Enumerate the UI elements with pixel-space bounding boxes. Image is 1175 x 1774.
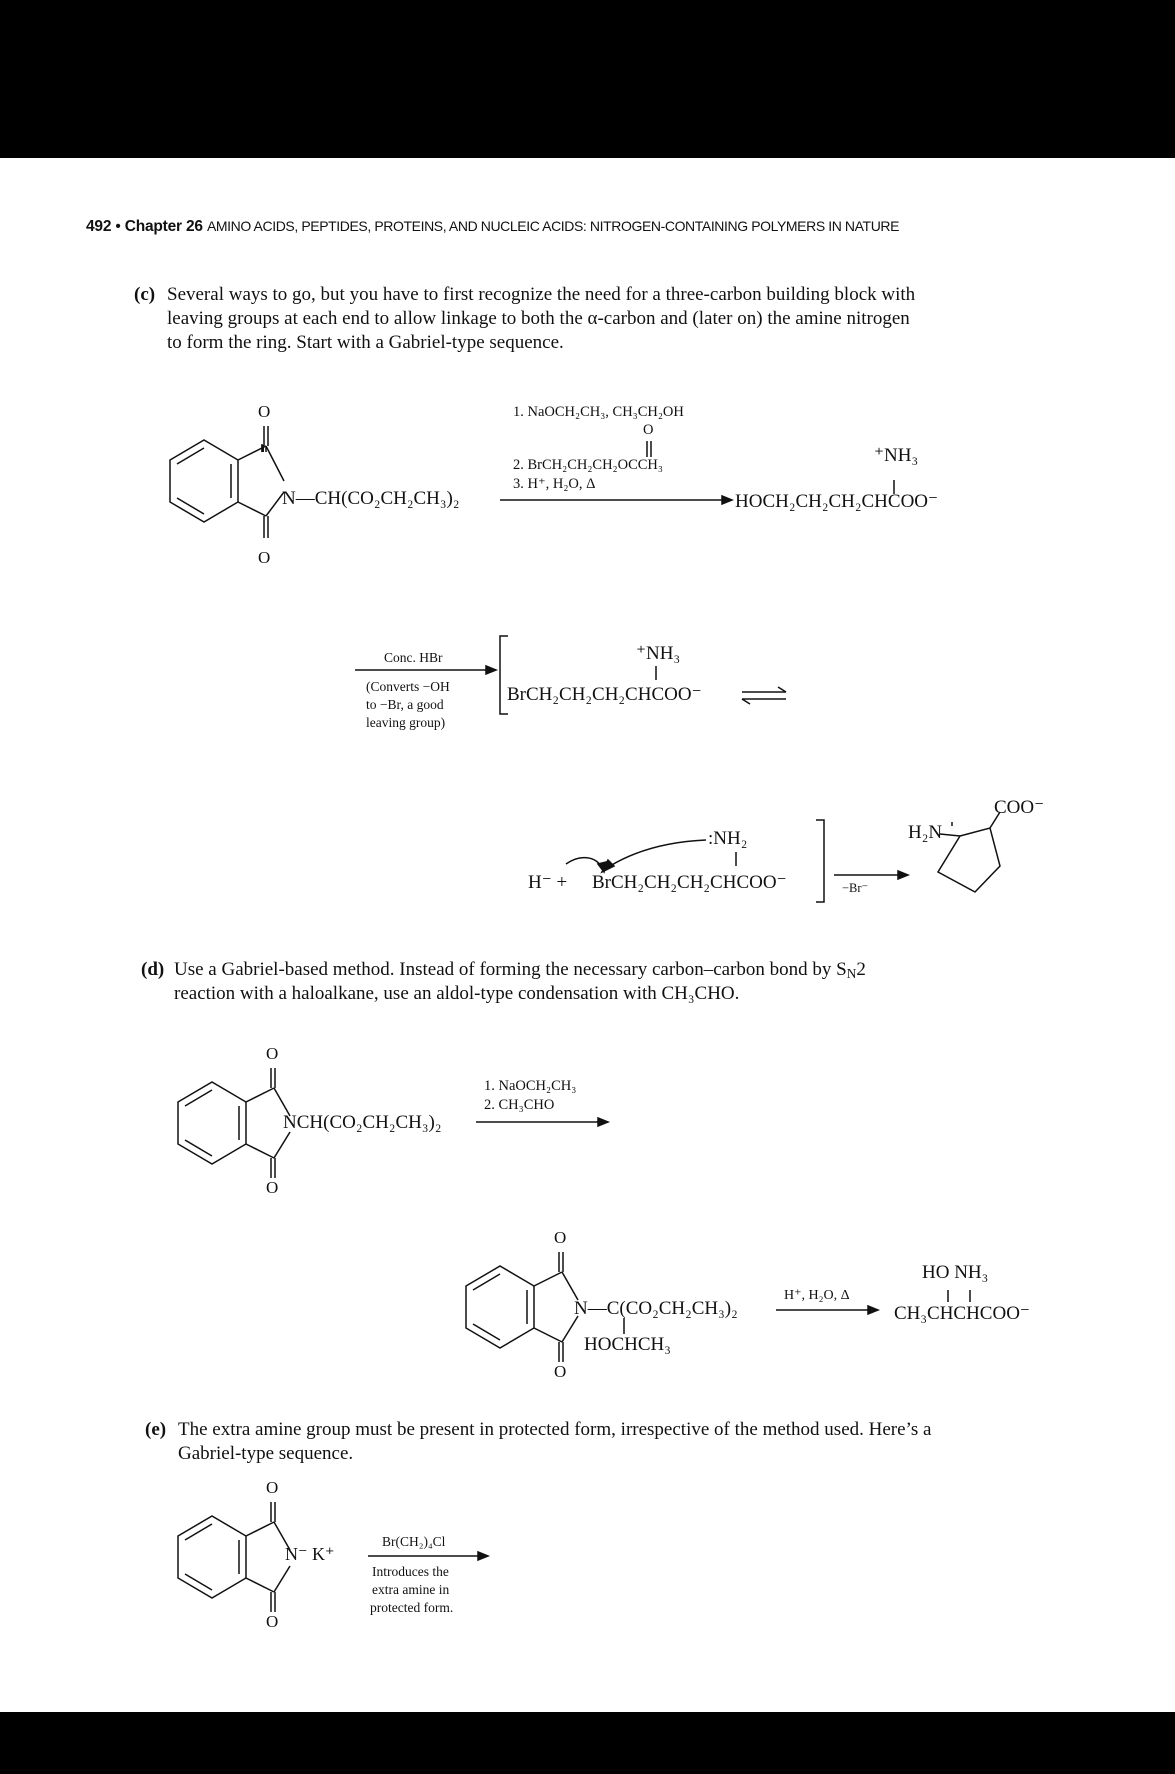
part-d-line-2: reaction with a haloalkane, use an aldol-type condensation with CH₃CHO. — [174, 983, 740, 1004]
ring-e-top-o: O — [266, 1478, 279, 1497]
part-e-line-2: Gabriel-type sequence. — [178, 1443, 354, 1464]
hydride-plus: H⁻ + — [528, 872, 568, 893]
part-d-text — [141, 958, 1054, 1006]
part-c-line-3: to form the ring. Start with a Gabriel-type sequence. — [167, 332, 564, 353]
amine-nh2: :NH₂ — [708, 828, 748, 849]
phthalimide-ring-d1 — [178, 1068, 290, 1178]
ring-d1-top-o: O — [266, 1044, 279, 1063]
ring-c-top-o: O — [258, 402, 271, 421]
phthalimide-ring-c — [170, 440, 284, 522]
ring-e-bottom-o: O — [266, 1612, 279, 1631]
header-bullet: • — [115, 218, 121, 235]
conc-hbr-note-3: leaving group) — [366, 715, 446, 730]
ring-c-bottom-o: O — [258, 548, 271, 567]
part-d-intermediate-branch: HOCHCH₃ — [584, 1334, 671, 1355]
part-c-product-nh3: ⁺NH₃ — [874, 445, 919, 466]
part-c-line-1: Several ways to go, but you have to first recognize the need for a three-carbon building block with — [167, 284, 916, 305]
bromo-intermediate-nh3: ⁺NH₃ — [636, 643, 681, 664]
part-c-reagent-carbonyl-o: O — [643, 422, 654, 438]
part-c-reagent-3: 3. H⁺, H₂O, Δ — [513, 476, 596, 492]
conc-hbr-note-2: to −Br, a good — [366, 697, 444, 712]
part-e-line-1: The extra amine group must be present in protected form, irrespective of the method used. Here’s a — [178, 1419, 932, 1440]
part-e-note-3: protected form. — [370, 1600, 454, 1615]
potassium-phthalimide-salt: N⁻ K⁺ — [285, 1544, 335, 1564]
minus-br-label: −Br⁻ — [842, 881, 869, 895]
part-d-line-1: Use a Gabriel-based method. Instead of forming the necessary carbon–carbon bond by $S_N2$ — [174, 959, 866, 981]
bromo-intermediate: BrCH₂CH₂CH₂CHCOO⁻ — [507, 684, 702, 705]
ring-d2-bottom-o: O — [554, 1362, 567, 1381]
part-d-hydrolysis-reagent: H⁺, H₂O, Δ — [784, 1288, 850, 1303]
part-c-reagent-2: 2. BrCH₂CH₂CH₂OCCH₃ — [513, 457, 663, 473]
proline-nitrogen: H₂N — [908, 822, 943, 843]
phthalimide-ring-e — [178, 1502, 290, 1612]
part-e-text — [145, 1418, 1068, 1466]
part-d-starting-substituent: NCH(CO₂CH₂CH₃)₂ — [283, 1112, 442, 1133]
proline-carboxylate: COO⁻ — [994, 797, 1045, 818]
chapter-title: AMINO ACIDS, PEPTIDES, PROTEINS, AND NUCLEIC ACIDS: NITROGEN-CONTAINING POLYMERS IN NATURE — [206, 218, 900, 234]
part-c-starting-substituent: N—CH(CO₂CH₂CH₃)₂ — [282, 488, 460, 509]
part-e-reagent: Br(CH₂)₄Cl — [382, 1534, 446, 1549]
ring-d2-top-o: O — [554, 1228, 567, 1247]
part-d-label: (d) — [141, 959, 165, 980]
ring-d1-bottom-o: O — [266, 1178, 279, 1197]
bromo-amine-intermediate: BrCH₂CH₂CH₂CHCOO⁻ — [592, 872, 787, 893]
page-number: 492 — [86, 218, 112, 235]
part-c-label: (c) — [134, 284, 156, 305]
part-e-label: (e) — [145, 1419, 167, 1440]
conc-hbr-note-1: (Converts −OH — [366, 679, 450, 694]
part-c-reagent-1: 1. NaOCH₂CH₃, CH₃CH₂OH — [513, 404, 684, 420]
part-d-reagent-1: 1. NaOCH₂CH₃ — [484, 1078, 577, 1094]
phthalimide-ring-d2 — [466, 1252, 578, 1362]
part-c-product: HOCH₂CH₂CH₂CHCOO⁻ — [735, 491, 939, 512]
part-e-note-2: extra amine in — [372, 1582, 450, 1597]
chapter-label: Chapter 26 — [124, 218, 203, 235]
part-d-product-substituents: HO NH₃ — [922, 1262, 989, 1283]
part-e-note-1: Introduces the — [372, 1564, 449, 1579]
conc-hbr-label: Conc. HBr — [384, 650, 443, 665]
part-d-intermediate-substituent: N—C(CO₂CH₂CH₃)₂ — [574, 1298, 738, 1319]
part-d-product: CH₃CHCHCOO⁻ — [894, 1303, 1030, 1324]
part-c-line-2: leaving groups at each end to allow linkage to both the α-carbon and (later on) the amine nitrogen — [167, 308, 910, 329]
part-d-reagent-2: 2. CH₃CHO — [484, 1097, 555, 1113]
